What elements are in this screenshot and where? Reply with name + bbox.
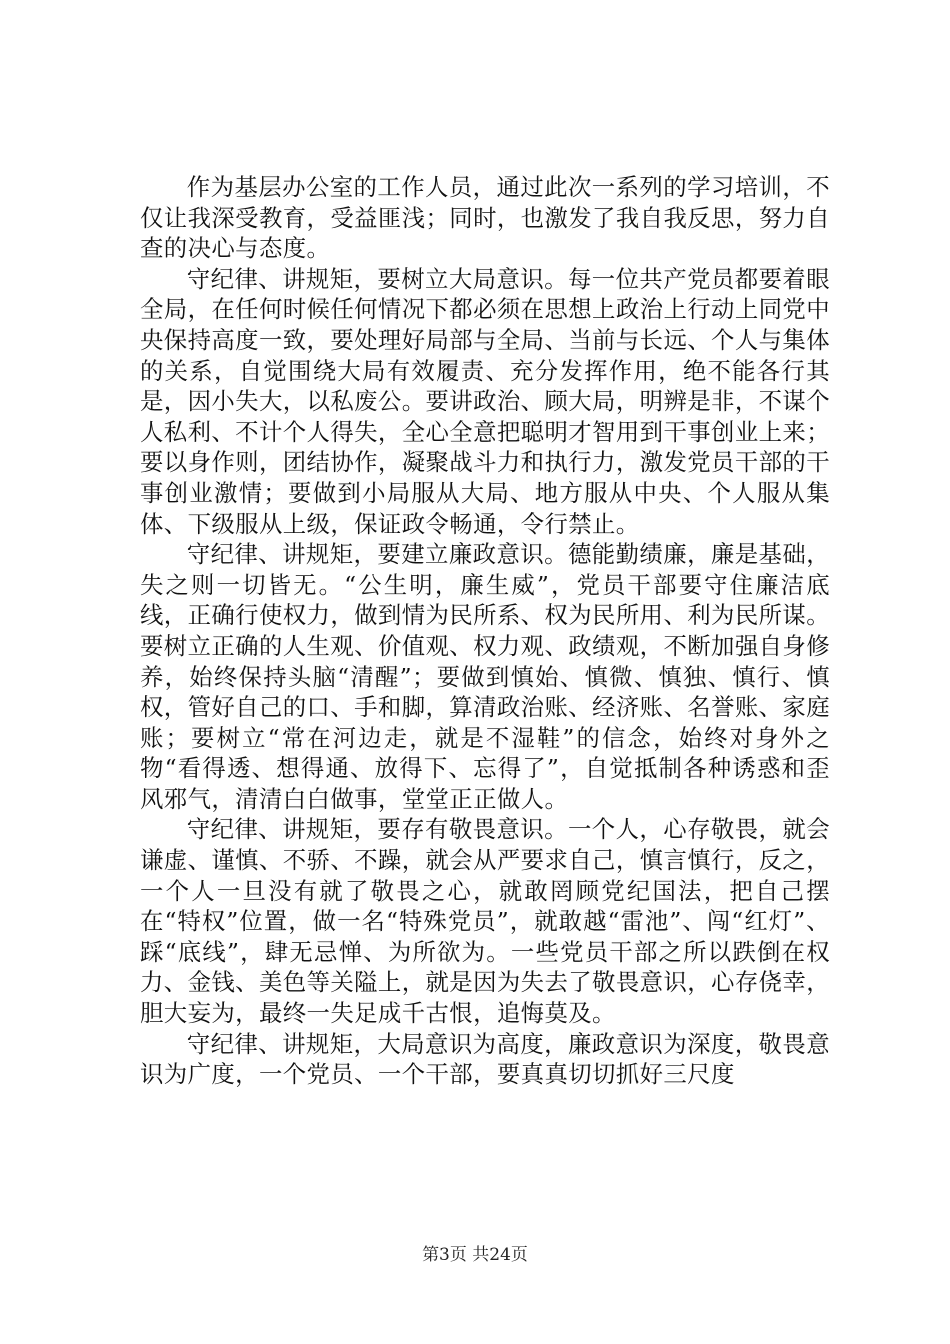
paragraph-conclusion: 守纪律、讲规矩，大局意识为高度，廉政意识为深度，敬畏意识为广度，一个党员、一个干部，要真真切切抓好三尺度 (140, 1029, 830, 1089)
paragraph-integrity-awareness: 守纪律、讲规矩，要建立廉政意识。德能勤绩廉，廉是基础，失之则一切皆无。“公生明，廉生威”，党员干部要守住廉洁底线，正确行使权力，做到情为民所系、权为民所用、利为民所谋。要树立正确的人生观、价值观、权力观、政绩观，不断加强自身修养，始终保持头脑“清醒”；要做到慎始、慎微、慎独、慎行、慎权，管好自己的口、手和脚，算清政治账、经济账、名誉账、家庭账；要树立“常在河边走，就是不湿鞋”的信念，始终对身外之物“看得透、想得通、放得下、忘得了”，自觉抵制各种诱惑和歪风邪气，清清白白做事，堂堂正正做人。 (140, 540, 830, 813)
page-number-footer: 第3页 共24页 (422, 1245, 528, 1265)
paragraph-intro: 作为基层办公室的工作人员，通过此次一系列的学习培训，不仅让我深受教育，受益匪浅；同时，也激发了我自我反思，努力自查的决心与态度。 (140, 173, 830, 263)
paragraph-reverence-awareness: 守纪律、讲规矩，要存有敬畏意识。一个人，心存敬畏，就会谦虚、谨慎、不骄、不躁，就会从严要求自己，慎言慎行，反之，一个人一旦没有就了敬畏之心，就敢罔顾党纪国法，把自己摆在“特权”位置，做一名“特殊党员”，就敢越“雷池”、闯“红灯”、踩“底线”，肆无忌惮、为所欲为。一些党员干部之所以跌倒在权力、金钱、美色等关隘上，就是因为失去了敬畏意识，心存侥幸，胆大妄为，最终一失足成千古恨，追悔莫及。 (140, 815, 830, 1028)
paragraph-overall-awareness: 守纪律、讲规矩，要树立大局意识。每一位共产党员都要着眼全局，在任何时候任何情况下都必须在思想上政治上行动上同党中央保持高度一致，要处理好局部与全局、当前与长远、个人与集体的关系，自觉围绕大局有效履责、充分发挥作用，绝不能各行其是，因小失大，以私废公。要讲政治、顾大局，明辨是非，不谋个人私利、不计个人得失，全心全意把聪明才智用到干事创业上来；要以身作则，团结协作，凝聚战斗力和执行力，激发党员干部的干事创业激情；要做到小局服从大局、地方服从中央、个人服从集体、下级服从上级，保证政令畅通，令行禁止。 (140, 264, 830, 538)
document-body (140, 172, 830, 1090)
